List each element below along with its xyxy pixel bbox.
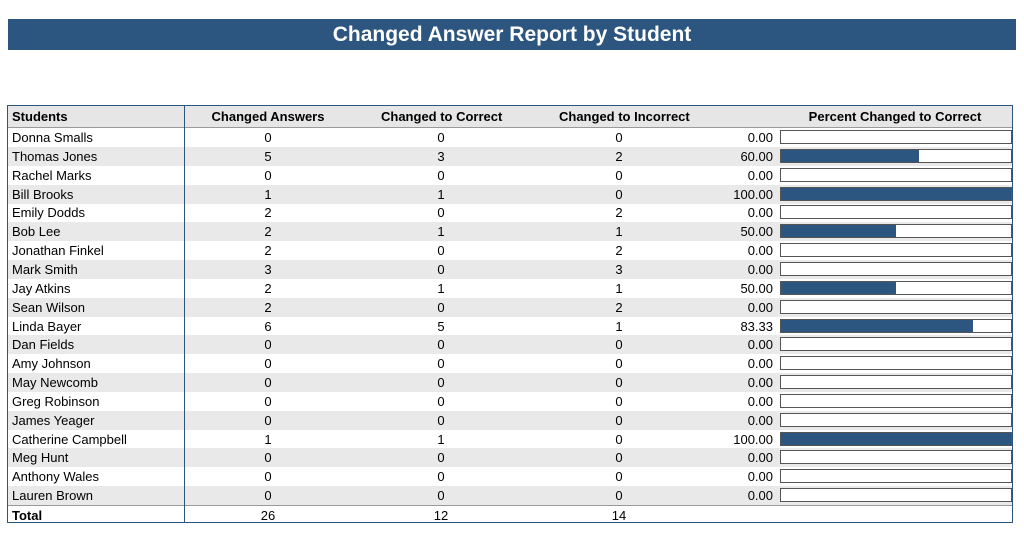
- changed-to-correct-cell: 1: [437, 224, 445, 240]
- percent-bar: [780, 281, 1012, 295]
- changed-to-correct-cell: 1: [437, 186, 445, 202]
- total-changed-to-incorrect: 14: [611, 508, 627, 523]
- table-row: [8, 298, 1012, 317]
- total-changed-to-correct: 12: [433, 508, 449, 523]
- changed-to-incorrect-cell: 3: [615, 261, 623, 277]
- table-row: [8, 128, 1012, 147]
- changed-to-correct-cell: 0: [437, 167, 445, 183]
- percent-bar: [780, 205, 1012, 219]
- changed-answers-cell: 6: [264, 318, 272, 334]
- student-name: Sean Wilson: [12, 299, 85, 315]
- table-row: [8, 203, 1012, 222]
- table-row: [8, 392, 1012, 411]
- changed-to-incorrect-cell: 0: [615, 130, 623, 145]
- percent-bar: [780, 394, 1012, 408]
- percent-bar: [780, 300, 1012, 314]
- percent-bar: [780, 130, 1012, 144]
- table-row: [8, 430, 1012, 449]
- percent-value-cell: 0.00: [747, 205, 773, 221]
- column-header-changed-answers: Changed Answers: [211, 109, 325, 124]
- table-row: [8, 467, 1012, 486]
- changed-to-incorrect-cell: 0: [615, 450, 623, 466]
- changed-to-correct-cell: 0: [437, 375, 445, 391]
- student-name: Bob Lee: [12, 224, 61, 240]
- changed-to-incorrect-cell: 2: [615, 299, 623, 315]
- changed-to-incorrect-cell: 0: [615, 469, 623, 485]
- changed-to-correct-cell: 0: [437, 337, 445, 353]
- table-row: [8, 241, 1012, 260]
- changed-answers-cell: 1: [264, 431, 272, 447]
- changed-answers-cell: 0: [264, 393, 272, 409]
- changed-to-incorrect-cell: 0: [615, 167, 623, 183]
- percent-bar: [780, 224, 1012, 238]
- changed-to-correct-cell: 0: [437, 243, 445, 259]
- changed-to-incorrect-cell: 2: [615, 148, 623, 164]
- changed-to-correct-cell: 0: [437, 412, 445, 428]
- percent-value-cell: 100.00: [733, 431, 773, 447]
- percent-value-cell: 0.00: [747, 393, 773, 409]
- student-name: Mark Smith: [12, 261, 78, 277]
- table-header: [8, 106, 1012, 128]
- student-name: May Newcomb: [12, 375, 98, 391]
- changed-to-correct-cell: 5: [437, 318, 445, 334]
- percent-bar: [780, 319, 1012, 333]
- student-name: Lauren Brown: [12, 488, 93, 504]
- percent-bar: [780, 149, 1012, 163]
- changed-answers-cell: 2: [264, 224, 272, 240]
- changed-to-correct-cell: 1: [437, 431, 445, 447]
- table-row: [8, 411, 1012, 430]
- table-row: [8, 260, 1012, 279]
- changed-answers-cell: 0: [264, 450, 272, 466]
- changed-to-incorrect-cell: 2: [615, 243, 623, 259]
- changed-to-incorrect-cell: 0: [615, 488, 623, 504]
- student-name: Donna Smalls: [12, 130, 93, 145]
- percent-value-cell: 0.00: [747, 450, 773, 466]
- changed-answers-cell: 0: [264, 412, 272, 428]
- report-table: [7, 105, 1013, 523]
- percent-bar: [780, 168, 1012, 182]
- percent-bar: [780, 187, 1012, 201]
- percent-value-cell: 100.00: [733, 186, 773, 202]
- changed-to-correct-cell: 0: [437, 356, 445, 372]
- table-row: [8, 354, 1012, 373]
- changed-to-correct-cell: 0: [437, 393, 445, 409]
- percent-bar: [780, 450, 1012, 464]
- student-name: Bill Brooks: [12, 186, 74, 202]
- changed-to-incorrect-cell: 0: [615, 186, 623, 202]
- changed-answers-cell: 2: [264, 205, 272, 221]
- percent-bar: [780, 488, 1012, 502]
- table-row: [8, 317, 1012, 336]
- percent-bar-fill: [781, 150, 919, 162]
- changed-to-incorrect-cell: 0: [615, 375, 623, 391]
- percent-bar: [780, 469, 1012, 483]
- student-name: Amy Johnson: [12, 356, 91, 372]
- percent-value-cell: 0.00: [747, 130, 773, 145]
- changed-to-correct-cell: 3: [437, 148, 445, 164]
- percent-value-cell: 0.00: [747, 243, 773, 259]
- changed-to-correct-cell: 0: [437, 261, 445, 277]
- table-row: [8, 373, 1012, 392]
- changed-to-correct-cell: 1: [437, 280, 445, 296]
- percent-bar: [780, 337, 1012, 351]
- percent-value-cell: 60.00: [740, 148, 773, 164]
- changed-answers-cell: 0: [264, 356, 272, 372]
- changed-answers-cell: 0: [264, 375, 272, 391]
- percent-value-cell: 0.00: [747, 299, 773, 315]
- changed-to-incorrect-cell: 1: [615, 280, 623, 296]
- column-header-changed-to-correct: Changed to Correct: [381, 109, 503, 124]
- changed-answers-cell: 2: [264, 299, 272, 315]
- percent-value-cell: 0.00: [747, 167, 773, 183]
- percent-bar: [780, 432, 1012, 446]
- changed-answers-cell: 1: [264, 186, 272, 202]
- table-row: [8, 185, 1012, 204]
- percent-value-cell: 0.00: [747, 412, 773, 428]
- column-divider: [184, 106, 185, 522]
- column-header-changed-to-incorrect: Changed to Incorrect: [559, 109, 690, 124]
- student-name: Rachel Marks: [12, 167, 92, 183]
- percent-bar-fill: [781, 282, 896, 294]
- percent-bar: [780, 356, 1012, 370]
- total-label: Total: [12, 508, 43, 523]
- percent-value-cell: 50.00: [740, 224, 773, 240]
- changed-to-incorrect-cell: 2: [615, 205, 623, 221]
- total-changed-answers: 26: [260, 508, 276, 523]
- student-name: Thomas Jones: [12, 148, 98, 164]
- table-row: [8, 147, 1012, 166]
- student-name: Meg Hunt: [12, 450, 69, 466]
- changed-to-incorrect-cell: 1: [615, 224, 623, 240]
- percent-bar: [780, 262, 1012, 276]
- changed-answers-cell: 0: [264, 488, 272, 504]
- table-row: [8, 486, 1012, 505]
- changed-to-incorrect-cell: 0: [615, 337, 623, 353]
- report-title: Changed Answer Report by Student: [8, 19, 1016, 50]
- table-row: [8, 335, 1012, 354]
- student-name: James Yeager: [12, 412, 95, 428]
- percent-bar-fill: [781, 433, 1011, 445]
- percent-value-cell: 0.00: [747, 337, 773, 353]
- changed-answers-cell: 2: [264, 243, 272, 259]
- percent-bar-fill: [781, 320, 973, 332]
- percent-value-cell: 0.00: [747, 469, 773, 485]
- percent-bar-fill: [781, 188, 1011, 200]
- percent-bar-fill: [781, 225, 896, 237]
- student-name: Jonathan Finkel: [12, 243, 104, 259]
- column-header-students: Students: [12, 109, 68, 124]
- changed-to-incorrect-cell: 0: [615, 431, 623, 447]
- percent-bar: [780, 243, 1012, 257]
- percent-bar: [780, 375, 1012, 389]
- changed-answers-cell: 5: [264, 148, 272, 164]
- changed-to-correct-cell: 0: [437, 450, 445, 466]
- student-name: Greg Robinson: [12, 393, 100, 409]
- table-row: [8, 279, 1012, 298]
- percent-value-cell: 0.00: [747, 488, 773, 504]
- changed-to-correct-cell: 0: [437, 205, 445, 221]
- changed-answers-cell: 0: [264, 469, 272, 485]
- student-name: Emily Dodds: [12, 205, 85, 221]
- table-row: [8, 222, 1012, 241]
- changed-answers-cell: 3: [264, 261, 272, 277]
- changed-to-correct-cell: 0: [437, 130, 445, 145]
- student-name: Dan Fields: [12, 337, 75, 353]
- student-name: Catherine Campbell: [12, 431, 127, 447]
- table-row: [8, 166, 1012, 185]
- changed-to-correct-cell: 0: [437, 299, 445, 315]
- percent-value-cell: 50.00: [740, 280, 773, 296]
- changed-to-incorrect-cell: 0: [615, 412, 623, 428]
- student-name: Jay Atkins: [12, 280, 71, 296]
- changed-to-incorrect-cell: 0: [615, 356, 623, 372]
- percent-bar: [780, 413, 1012, 427]
- changed-answers-cell: 0: [264, 130, 272, 145]
- table-row: [8, 448, 1012, 467]
- column-header-percent-changed-to-correct: Percent Changed to Correct: [808, 109, 982, 124]
- percent-value-cell: 0.00: [747, 356, 773, 372]
- percent-value-cell: 0.00: [747, 261, 773, 277]
- changed-answers-cell: 0: [264, 337, 272, 353]
- student-name: Linda Bayer: [12, 318, 82, 334]
- changed-to-correct-cell: 0: [437, 469, 445, 485]
- changed-to-correct-cell: 0: [437, 488, 445, 504]
- student-name: Anthony Wales: [12, 469, 99, 485]
- percent-value-cell: 83.33: [740, 318, 773, 334]
- percent-value-cell: 0.00: [747, 375, 773, 391]
- changed-to-incorrect-cell: 1: [615, 318, 623, 334]
- changed-answers-cell: 0: [264, 167, 272, 183]
- changed-answers-cell: 2: [264, 280, 272, 296]
- total-row: [8, 505, 1012, 525]
- changed-to-incorrect-cell: 0: [615, 393, 623, 409]
